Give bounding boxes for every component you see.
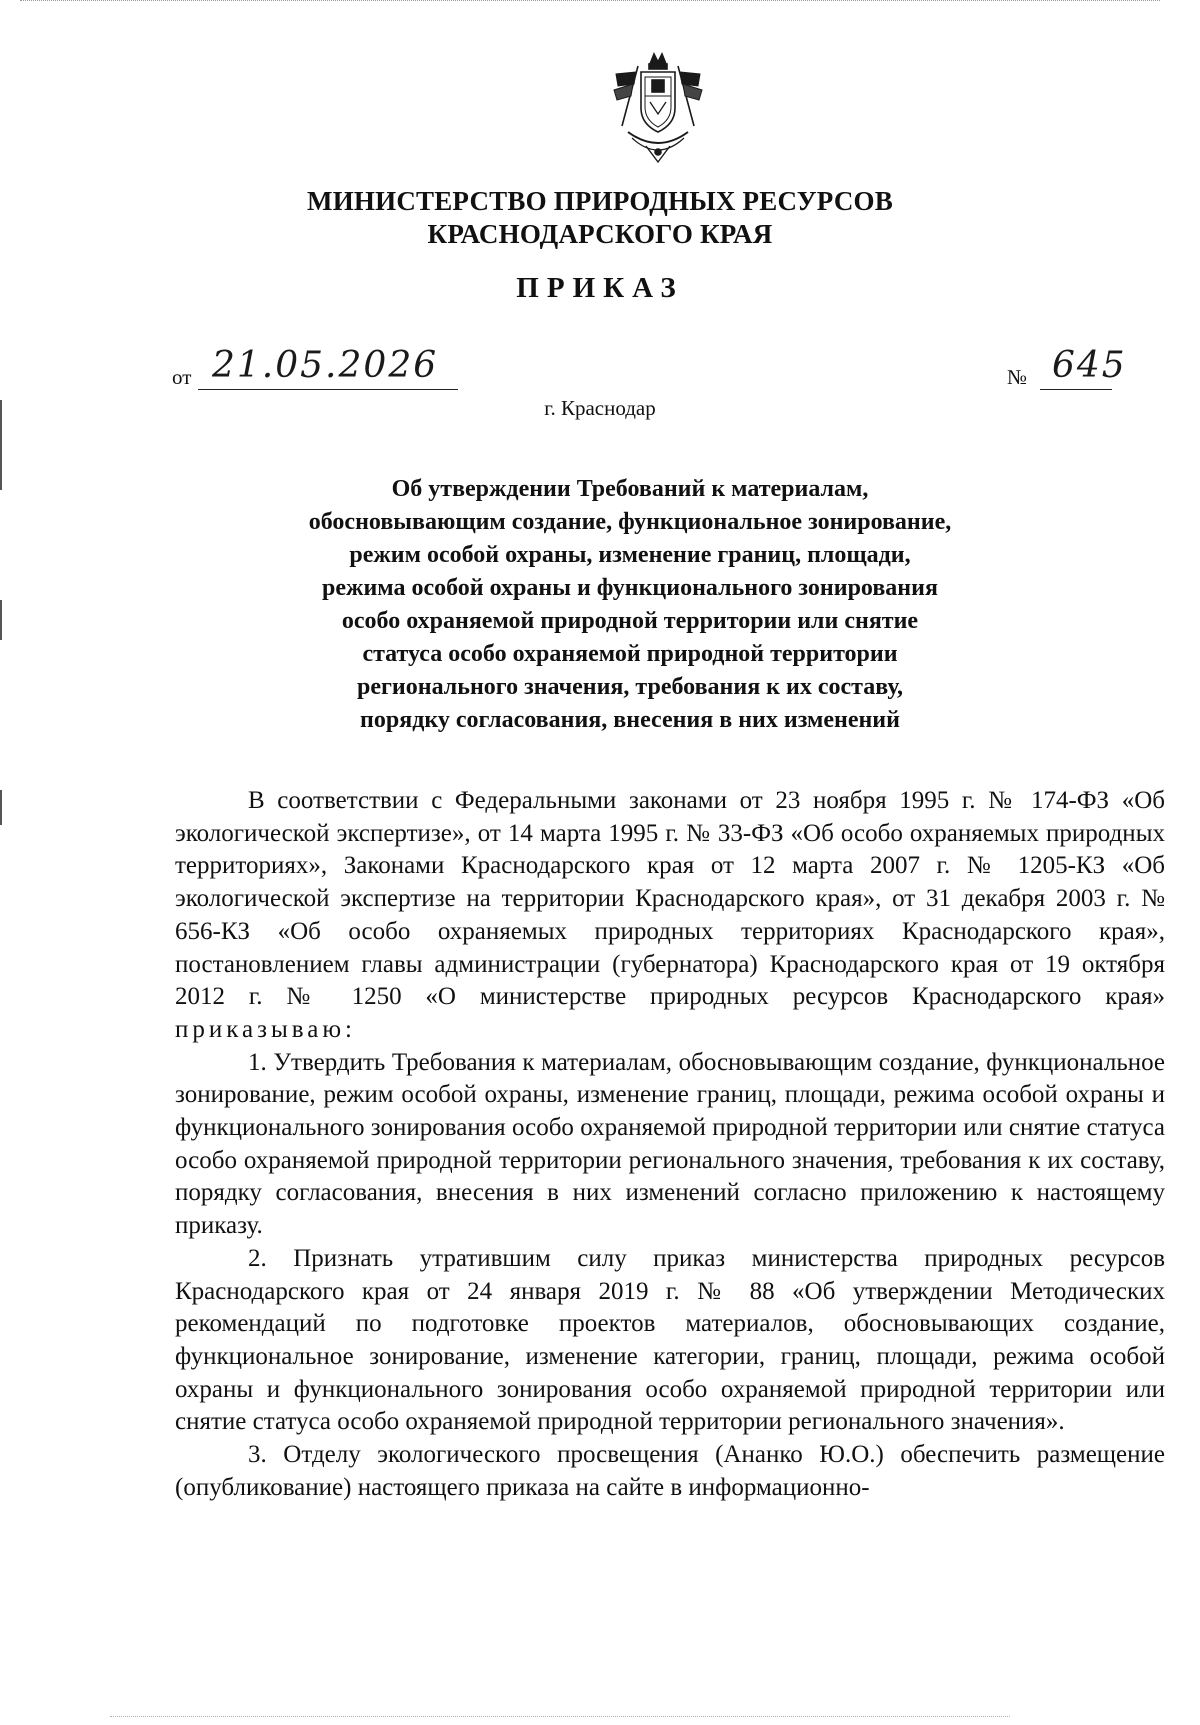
ministry-title: [0, 185, 1200, 251]
coat-of-arms-icon: [608, 50, 708, 166]
subject-line: режим особой охраны, изменение границ, площади,: [349, 542, 911, 568]
subject-line: режима особой охраны и функционального зонирования: [322, 575, 938, 601]
subject-line: Об утверждении Требований к материалам,: [391, 476, 869, 502]
preamble-paragraph: [175, 785, 1165, 1047]
subject-line: особо охраняемой природной территории или снятие: [341, 608, 919, 634]
handwritten-number: 645: [1052, 345, 1127, 386]
scan-artifact-top: [20, 0, 1160, 3]
number-prefix: №: [1007, 365, 1028, 389]
subject-line: статуса особо охраняемой природной территории: [362, 641, 898, 667]
date-prefix: от: [172, 365, 192, 389]
scan-artifact-bottom: [110, 1716, 1010, 1719]
ministry-title-line-1: МИНИСТЕРСТВО ПРИРОДНЫХ РЕСУРСОВ: [307, 186, 893, 216]
city-line: г. Краснодар: [544, 396, 656, 420]
date-underline: [198, 389, 458, 390]
order-body: [175, 785, 1165, 1504]
order-subject: [220, 473, 1040, 737]
subject-line: регионального значения, требования к их составу,: [357, 674, 903, 700]
order-word: приказываю:: [175, 1015, 356, 1043]
subject-line: обосновывающим создание, функциональное зонирование,: [308, 509, 952, 535]
number-underline: [1040, 389, 1112, 390]
scan-edge-mark: [0, 790, 2, 825]
order-item: 3. Отделу экологического просвещения (Ананко Ю.О.) обеспечить размещение (опубликование) настоящего приказа на сайте в информационно-: [175, 1441, 1165, 1501]
preamble-text: В соответствии с Федеральными законами от 23 ноября 1995 г. № 174-ФЗ «Об экологической экспертизе», от 14 марта 1995 г. № 33-ФЗ «Об особо охраняемых природных территориях», Законами Краснодарского края от 12 марта 2007 г. № 1205-КЗ «Об экологической экспертизе на территории Краснодарского края», от 31 декабря 2003 г. № 656-КЗ «Об особо охраняемых природных территориях Краснодарского края», постановлением главы администрации (губернатора) Краснодарского края от 19 октября 2012 г. № 1250 «О министерстве природных ресурсов Краснодарского края»: [175, 787, 1165, 1011]
scan-edge-mark: [0, 600, 2, 640]
document-type-heading: ПРИКАЗ: [516, 272, 684, 304]
order-item: 1. Утвердить Требования к материалам, обосновывающим создание, функциональное зонирование, режим особой охраны, изменение границ, площади, режима особой охраны и функционального зонирования особо охраняемой природной территории или снятие статуса особо охраняемой природной территории регионального значения, требования к их составу, порядку согласования, внесения в них изменений согласно приложению к настоящему приказу.: [175, 1048, 1165, 1240]
handwritten-date: 21.05.2026: [212, 345, 439, 386]
subject-line: порядку согласования, внесения в них изменений: [360, 707, 900, 733]
order-item: 2. Признать утратившим силу приказ министерства природных ресурсов Краснодарского края от 24 января 2019 г. № 88 «Об утверждении Методических рекомендаций по подготовке проектов материалов, обосновывающих создание, функциональное зонирование, изменение категории, границ, площади, режима особой охраны и функционального зонирования особо охраняемой природной территории или снятие статуса особо охраняемой природной территории регионального значения».: [175, 1244, 1165, 1436]
ministry-title-line-2: КРАСНОДАРСКОГО КРАЯ: [427, 219, 773, 249]
